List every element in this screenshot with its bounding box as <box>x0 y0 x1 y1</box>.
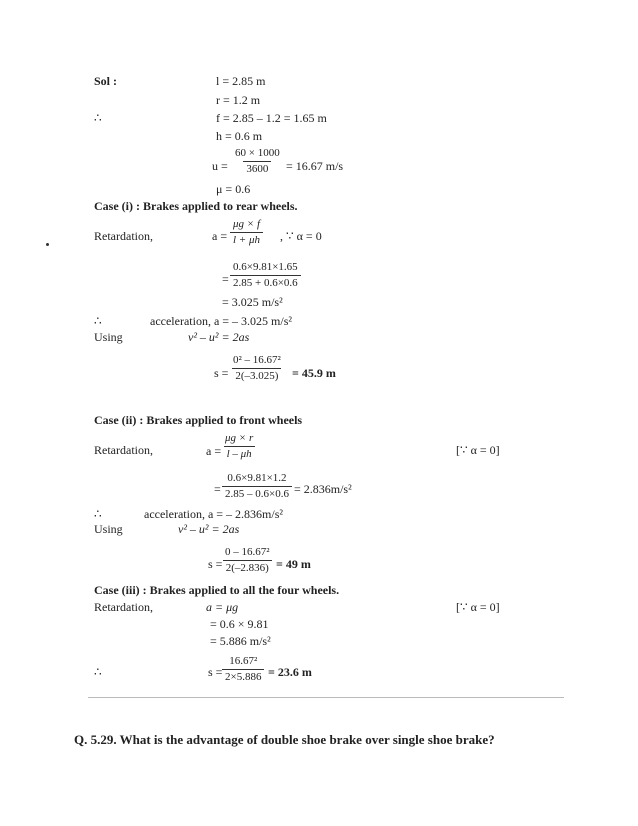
case1-retardation-label: Retardation, <box>94 229 153 243</box>
case2-therefore: ∴ <box>94 507 102 521</box>
case1-s-fraction <box>230 354 284 383</box>
case2-a-fraction <box>222 432 256 461</box>
case1-calc-denominator: 2.85 + 0.6×0.6 <box>230 275 301 290</box>
case1-s-result: = 45.9 m <box>292 366 336 380</box>
case2-calc-denominator: 2.85 – 0.6×0.6 <box>222 486 292 501</box>
case3-alpha-condition: [∵ α = 0] <box>456 600 500 614</box>
case2-a-lhs: a = <box>206 444 222 458</box>
case1-s-lhs: s = <box>214 366 229 380</box>
given-l: l = 2.85 m <box>216 74 266 88</box>
case1-s-numerator: 0² – 16.67² <box>233 354 281 366</box>
section-divider <box>88 697 564 698</box>
case1-a-denominator: l + μh <box>230 232 263 247</box>
case1-therefore: ∴ <box>94 314 102 328</box>
case2-retardation-label: Retardation, <box>94 443 153 457</box>
question-heading: Q. 5.29. What is the advantage of double shoe brake over single shoe brake? <box>74 732 495 747</box>
case1-result: = 3.025 m/s² <box>222 295 283 309</box>
case1-using-label: Using <box>94 330 123 344</box>
case2-alpha-condition: [∵ α = 0] <box>456 443 500 457</box>
given-mu: μ = 0.6 <box>216 182 251 196</box>
sol-label: Sol : <box>94 74 118 88</box>
case2-s-lhs: s = <box>208 557 223 571</box>
case2-using-label: Using <box>94 522 123 536</box>
case1-a-lhs: a = <box>212 229 228 243</box>
case3-s-denominator: 2×5.886 <box>222 669 264 684</box>
case2-calc-numerator: 0.6×9.81×1.2 <box>227 472 287 484</box>
given-r: r = 1.2 m <box>216 93 261 107</box>
case1-calc-fraction <box>230 261 301 290</box>
therefore-symbol: ∴ <box>94 111 102 125</box>
u-lhs: u = <box>212 159 228 173</box>
case2-acceleration: acceleration, a = – 2.836m/s² <box>144 507 283 521</box>
given-h: h = 0.6 m <box>216 129 263 143</box>
case3-s-lhs: s = <box>208 665 223 679</box>
case1-a-fraction <box>230 218 263 247</box>
case3-retardation-label: Retardation, <box>94 600 153 614</box>
case1-eq-sign: = <box>222 272 229 286</box>
case2-s-fraction <box>222 546 273 575</box>
given-f: f = 2.85 – 1.2 = 1.65 m <box>216 111 327 125</box>
u-result: = 16.67 m/s <box>286 159 344 173</box>
case2-s-numerator: 0 – 16.67² <box>225 546 270 558</box>
case1-s-denominator: 2(–3.025) <box>232 368 281 383</box>
case3-calc: = 0.6 × 9.81 <box>210 617 269 631</box>
case3-therefore: ∴ <box>94 665 102 679</box>
case2-a-numerator: μg × r <box>225 432 254 444</box>
case2-eq-sign: = <box>214 482 221 496</box>
u-numerator: 60 × 1000 <box>235 147 280 159</box>
bullet-mark <box>46 243 49 246</box>
case3-a-equation: a = μg <box>206 600 239 614</box>
case1-calc-numerator: 0.6×9.81×1.65 <box>233 261 298 273</box>
case2-s-result: = 49 m <box>276 557 311 571</box>
case2-heading: Case (ii) : Brakes applied to front wheels <box>94 413 303 427</box>
case3-s-numerator: 16.67² <box>229 655 258 667</box>
case2-using-equation: v² – u² = 2as <box>178 522 240 536</box>
case2-calc-result: = 2.836m/s² <box>294 482 352 496</box>
case1-using-equation: v² – u² = 2as <box>188 330 250 344</box>
case2-a-denominator: l – μh <box>224 446 255 461</box>
case3-heading: Case (iii) : Brakes applied to all the four wheels. <box>94 583 340 597</box>
case3-result: = 5.886 m/s² <box>210 634 271 648</box>
case3-s-result: = 23.6 m <box>268 665 312 679</box>
case1-alpha-condition: , ∵ α = 0 <box>280 229 322 243</box>
case2-calc-fraction <box>222 472 292 501</box>
case1-acceleration: acceleration, a = – 3.025 m/s² <box>150 314 292 328</box>
u-denominator: 3600 <box>243 161 271 176</box>
case1-heading: Case (i) : Brakes applied to rear wheels. <box>94 199 298 213</box>
case2-s-denominator: 2(–2.836) <box>223 560 272 575</box>
case3-s-fraction <box>222 655 264 684</box>
case1-a-numerator: μg × f <box>233 218 261 230</box>
u-fraction <box>232 147 283 176</box>
